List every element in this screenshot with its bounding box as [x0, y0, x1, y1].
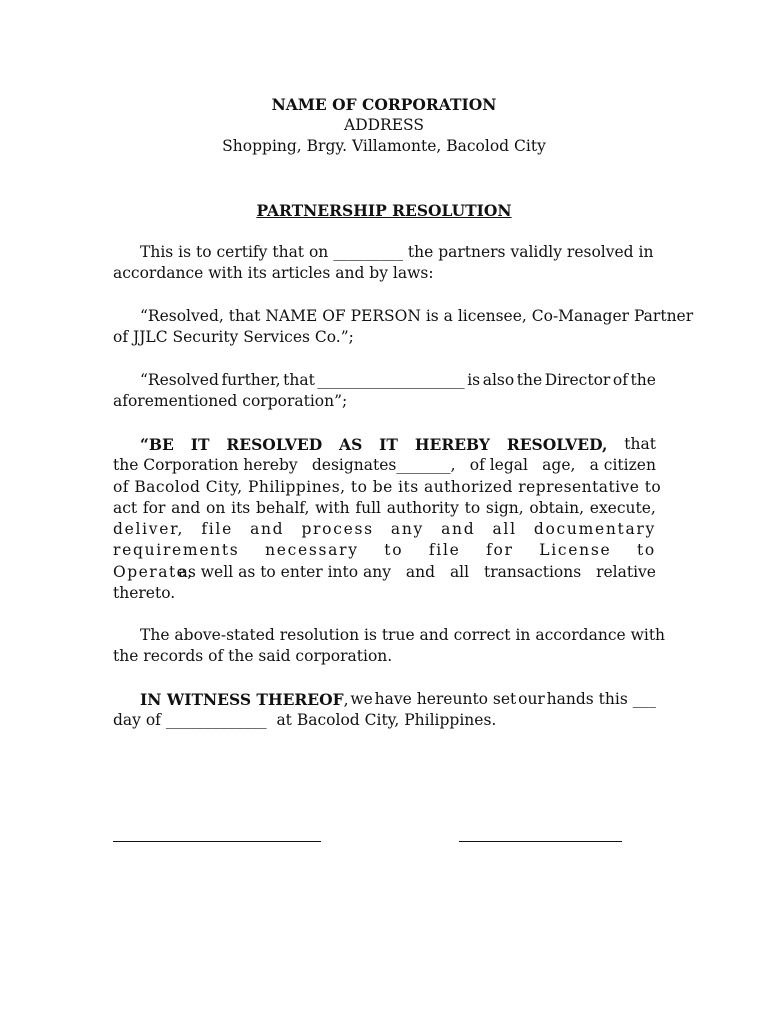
word: its: [231, 498, 251, 517]
word: on: [206, 498, 226, 517]
word: is: [467, 371, 481, 389]
paragraph-line: [113, 306, 694, 327]
word: the: [630, 371, 656, 389]
text-segment: is a licensee, Co-Manager Partner: [425, 307, 694, 325]
corporation-name: NAME OF CORPORATION: [271, 95, 497, 114]
word: authority: [386, 498, 459, 517]
bold-text: IN WITNESS THEREOF: [140, 690, 344, 709]
paragraph-line: [113, 519, 656, 540]
paragraph-be-it-resolved: [113, 434, 662, 604]
word: necessary: [265, 541, 359, 560]
word: designates_______,: [311, 456, 456, 475]
word: and: [405, 562, 436, 581]
paragraph-line: This is to certify that on _________ the partners validly resolved in: [140, 243, 654, 261]
word: requirements: [113, 541, 240, 560]
word: as well as to enter into any: [178, 562, 391, 581]
word: also: [482, 371, 515, 389]
word: have hereunto set: [374, 690, 517, 708]
word: behalf,: [256, 498, 310, 517]
word: all: [449, 562, 470, 581]
word: to: [636, 541, 656, 560]
address-line: Shopping, Brgy. Villamonte, Bacolod City: [222, 137, 546, 155]
paragraph-certify: [113, 242, 656, 285]
signature-line-right: [459, 841, 622, 842]
word: age,: [542, 456, 576, 475]
word: process: [301, 520, 374, 539]
word: Director: [544, 371, 611, 389]
word: IN WITNESS THEREOF,: [140, 690, 349, 709]
paragraph-line: [113, 540, 656, 561]
word: file: [428, 541, 461, 560]
word: and: [441, 520, 476, 539]
word: act: [113, 498, 138, 517]
word: any: [390, 520, 424, 539]
word: IT: [190, 435, 210, 454]
signature-line-left: [113, 841, 321, 842]
paragraph-line: thereto.: [113, 584, 176, 603]
paragraph-line: of JJLC Security Services Co.”;: [113, 328, 354, 347]
word: License: [539, 541, 612, 560]
word: to: [464, 498, 481, 517]
word: RESOLVED,: [506, 435, 608, 454]
document-title: PARTNERSHIP RESOLUTION: [256, 201, 512, 220]
word: and: [250, 520, 285, 539]
word: of: [612, 371, 628, 389]
paragraph-resolved-further: [113, 370, 656, 413]
paragraph-line: the records of the said corporation.: [113, 647, 393, 666]
paragraph-line: The above-stated resolution is true and correct in accordance with: [140, 626, 666, 644]
word: obtain,: [529, 498, 585, 517]
paragraph-witness: [113, 689, 656, 732]
paragraph-line: [113, 562, 656, 583]
word: full: [355, 498, 381, 517]
person-name-placeholder: NAME OF PERSON: [265, 307, 421, 325]
paragraph-resolved: [113, 306, 694, 349]
word: with: [315, 498, 350, 517]
paragraph-line: aforementioned corporation”;: [113, 392, 348, 411]
word: file: [201, 520, 233, 539]
word: documentary: [533, 520, 656, 539]
word: a citizen: [589, 456, 656, 475]
word: deliver,: [113, 520, 185, 539]
address-label: ADDRESS: [344, 116, 424, 134]
word: for: [142, 498, 166, 517]
paragraph-line: [113, 434, 656, 455]
word: to: [384, 541, 404, 560]
word: that: [283, 371, 315, 389]
text-segment: “Resolved, that: [140, 307, 261, 325]
word: that: [624, 435, 656, 453]
word: Operate,: [113, 562, 194, 581]
word: we: [350, 690, 373, 708]
word: execute,: [589, 498, 656, 517]
word: sign,: [485, 498, 524, 517]
paragraph-line: accordance with its articles and by laws:: [113, 264, 434, 283]
word: IT: [379, 435, 398, 454]
word: relative: [596, 562, 656, 581]
word: the: [516, 371, 543, 389]
word: “BE: [140, 435, 174, 454]
word: HEREBY: [414, 435, 490, 454]
word: our: [518, 690, 545, 708]
word: the Corporation hereby: [113, 456, 298, 475]
word: transactions: [483, 562, 582, 581]
paragraph-line: [113, 498, 656, 519]
paragraph-true-correct: [113, 625, 666, 668]
paragraph-line: day of _____________ at Bacolod City, Philippines.: [113, 711, 497, 730]
paragraph-line: of Bacolod City, Philippines, to be its authorized representative to: [113, 477, 662, 496]
word: for: [486, 541, 514, 560]
word: of legal: [469, 456, 528, 475]
word: hands this ___: [546, 690, 656, 708]
word: AS: [339, 435, 363, 454]
paragraph-line: [113, 370, 656, 391]
word: and: [171, 498, 201, 517]
paragraph-line: [113, 689, 656, 710]
word: all: [492, 520, 517, 539]
word: “Resolved: [140, 371, 219, 389]
word: RESOLVED: [226, 435, 323, 454]
word: further,: [221, 371, 281, 389]
paragraph-line: [113, 455, 656, 476]
blank-line: ___________________: [317, 371, 465, 389]
